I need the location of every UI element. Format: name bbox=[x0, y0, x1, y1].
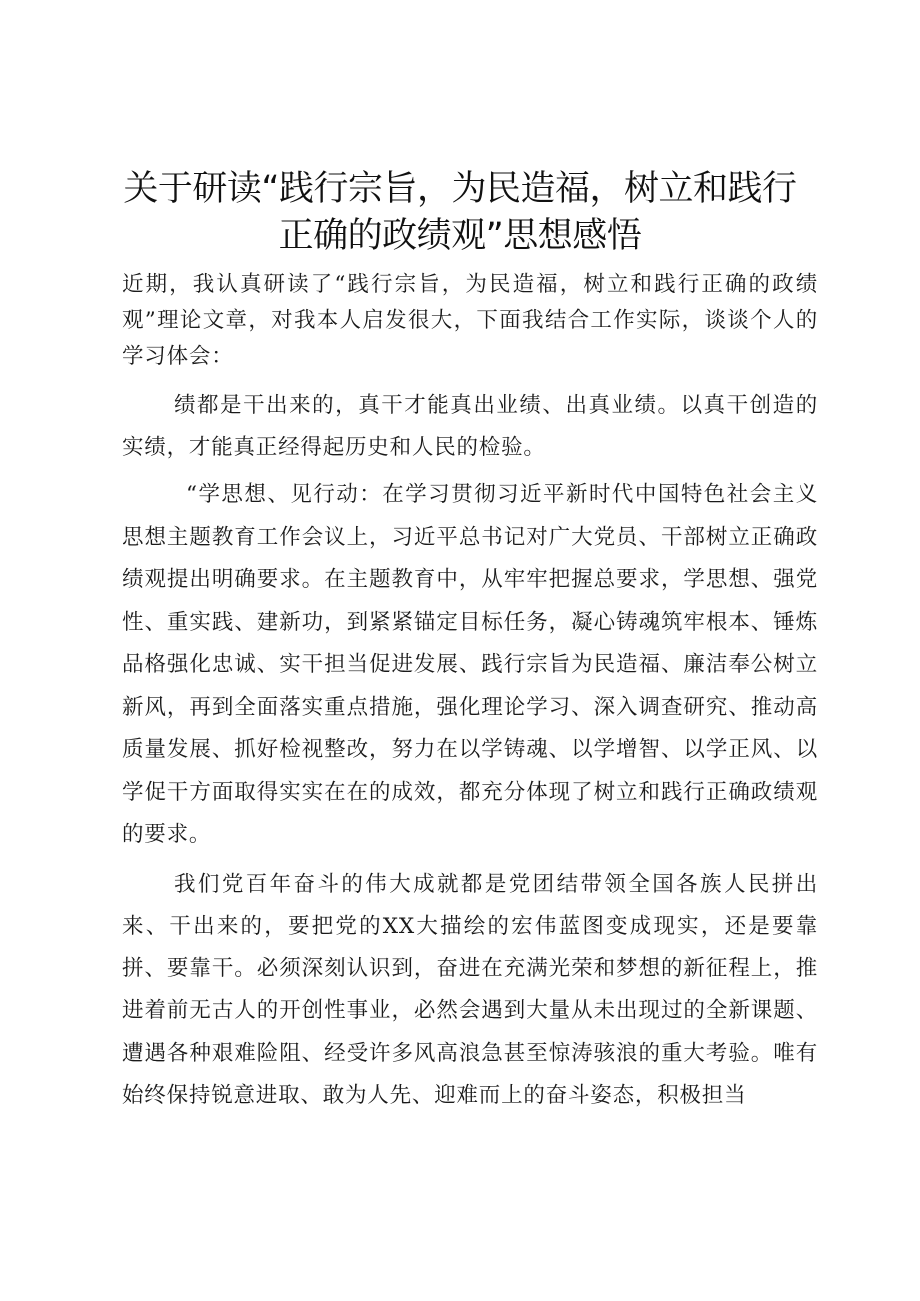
paragraph-achievements: 绩都是干出来的，真干才能真出业绩、出真业绩。以真干创造的实绩，才能真正经得起历史和人民的检验。 bbox=[122, 393, 818, 460]
title-line-1: 关于研读“践行宗旨，为民造福，树立和践行 bbox=[123, 169, 797, 209]
document-body bbox=[122, 267, 818, 1117]
document-title bbox=[100, 166, 820, 260]
paragraph-intro: 近期，我认真研读了“践行宗旨，为民造福，树立和践行正确的政绩观”理论文章，对我本人启发很大，下面我结合工作实际，谈谈个人的学习体会： bbox=[122, 272, 818, 369]
paragraph-study-action: “学思想、见行动：在学习贯彻习近平新时代中国特色社会主义思想主题教育工作会议上，习近平总书记对广大党员、干部树立正确政绩观提出明确要求。在主题教育中，从牢牢把握总要求，学思想、强党性、重实践、建新功，到紧紧锚定目标任务，凝心铸魂筑牢根本、锤炼品格强化忠诚、实干担当促进发展、践行宗旨为民造福、廉洁奉公树立新风，再到全面落实重点措施，强化理论学习、深入调查研究、推动高质量发展、抓好检视整改，努力在以学铸魂、以学增智、以学正风、以学促干方面取得实实在在的成效，都充分体现了树立和践行正确政绩观的要求。 bbox=[122, 482, 818, 847]
paragraph-struggle: 我们党百年奋斗的伟大成就都是党团结带领全国各族人民拼出来、干出来的，要把党的XX大描绘的宏伟蓝图变成现实，还是要靠拼、要靠干。必须深刻认识到，奋进在充满光荣和梦想的新征程上，推进着前无古人的开创性事业，必然会遇到大量从未出现过的全新课题、遭遇各种艰难险阻、经受许多风高浪急甚至惊涛骇浪的重大考验。唯有始终保持锐意进取、敢为人先、迎难而上的奋斗姿态，积极担当 bbox=[122, 871, 818, 1108]
title-line-2: 正确的政绩观”思想感悟 bbox=[278, 216, 642, 256]
